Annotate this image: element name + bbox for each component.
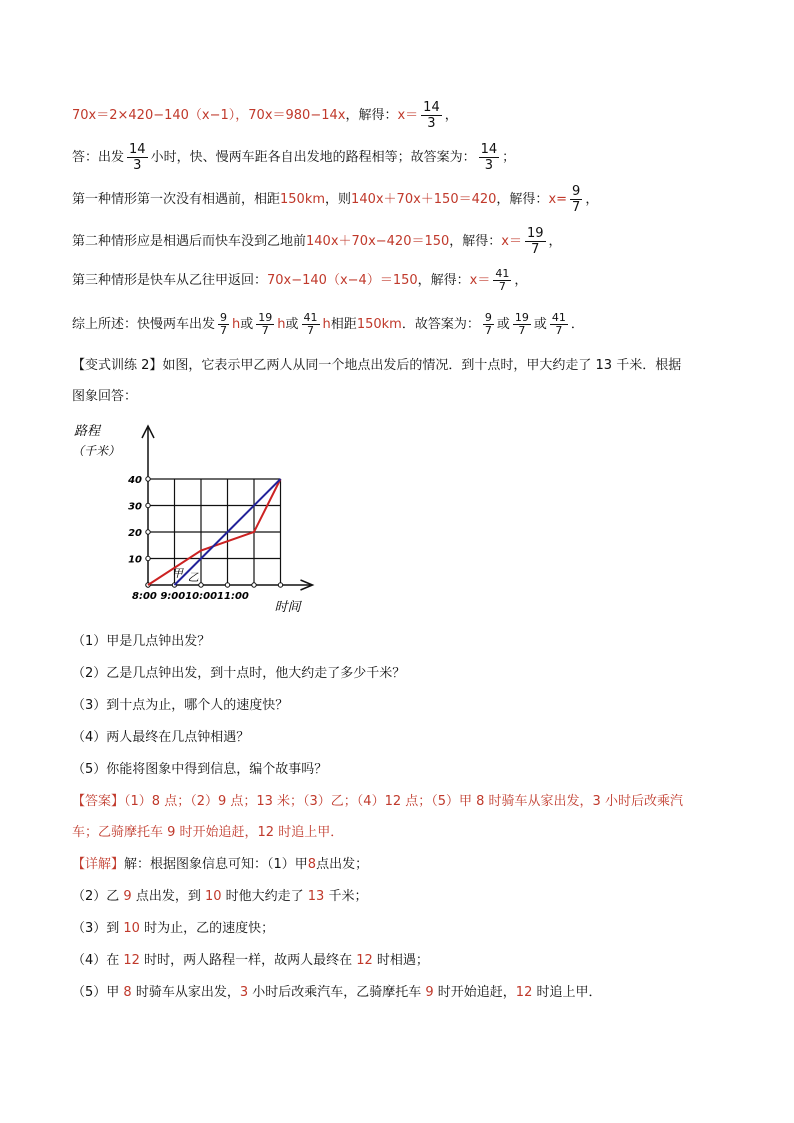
- text: 13: [307, 889, 325, 904]
- series-label-jia: 甲: [171, 567, 183, 581]
- text: 150km: [280, 192, 326, 207]
- y-tick-dot: [146, 503, 150, 507]
- text: ，解得：: [417, 273, 470, 288]
- text: 时时，两人路程一样，故两人最终在: [139, 953, 357, 968]
- text: h: [277, 317, 286, 332]
- text: 或: [533, 317, 547, 332]
- text: 9: [425, 985, 434, 1000]
- text: 12: [123, 953, 140, 968]
- text: 时开始追赶，: [433, 985, 516, 1000]
- detail-label: 【详解】: [72, 857, 125, 872]
- variant-line-2: [72, 388, 137, 406]
- text: 点出发，到: [131, 889, 205, 904]
- text: ；: [502, 150, 516, 165]
- section-label: 【变式训练 2】: [72, 358, 163, 373]
- text: h: [322, 317, 331, 332]
- text: ，: [585, 192, 599, 207]
- y-tick-label: 30: [128, 501, 142, 513]
- y-axis-label: 路程: [74, 424, 101, 439]
- equation: 70x−140（x−4）＝150: [267, 273, 418, 288]
- detail-line-4: [72, 952, 429, 970]
- equation: 140x＋70x＋150＝420: [351, 192, 497, 207]
- solution-line-2: [72, 142, 515, 173]
- text: 小时，快、慢两车距各自出发地的路程相等；故答案为：: [150, 150, 476, 165]
- fraction: $\frac{41}{7}$: [551, 311, 566, 337]
- question-4: （4）两人最终在几点钟相遇？: [72, 730, 250, 745]
- equation: 140x＋70x−420＝150: [306, 234, 450, 249]
- solution-line-1: [72, 100, 458, 131]
- x-axis-label: 时间: [274, 600, 301, 615]
- text: 第一种情形第一次没有相遇前，相距: [72, 192, 281, 207]
- text: （5）甲: [72, 985, 124, 1000]
- fraction: $\frac{19}{7}$: [527, 226, 544, 257]
- distance-time-chart: [70, 418, 330, 618]
- text: ，解得：: [345, 108, 398, 123]
- text: 或: [285, 317, 299, 332]
- detail-line-1: [72, 856, 368, 874]
- question-5: （5）你能将图象中得到信息，编个故事吗？: [72, 762, 328, 777]
- text: x＝: [501, 234, 522, 249]
- text: （3）到: [72, 921, 124, 936]
- question-2: （2）乙是几点钟出发，到十点时，他大约走了多少千米？: [72, 666, 406, 681]
- text: ，: [548, 234, 562, 249]
- text: 或: [496, 317, 510, 332]
- equation: 70x＝2×420−140（x−1），70x＝980−14x: [72, 108, 346, 123]
- text: ，解得：: [449, 234, 502, 249]
- text: 小时后改乘汽车，乙骑摩托车: [248, 985, 426, 1000]
- x-tick-dot: [278, 583, 282, 587]
- text: 时追上甲．: [532, 985, 602, 1000]
- fraction: $\frac{9}{7}$: [572, 184, 581, 215]
- fraction: $\frac{19}{7}$: [514, 311, 529, 337]
- text: 点出发；: [316, 857, 369, 872]
- text: 10: [123, 921, 140, 936]
- solution-line-4: [72, 226, 562, 257]
- text: ，: [514, 273, 528, 288]
- y-axis-unit: （千米）: [72, 444, 121, 458]
- text: x＝: [397, 108, 419, 123]
- fraction: $\frac{9}{7}$: [484, 311, 492, 337]
- fraction: $\frac{19}{7}$: [258, 311, 273, 337]
- text: 千米；: [324, 889, 368, 904]
- text: 12: [515, 985, 533, 1000]
- text: 9: [123, 889, 132, 904]
- y-tick-label: 40: [128, 475, 142, 486]
- text: 时相遇；: [372, 953, 429, 968]
- text: 10: [204, 889, 222, 904]
- text: （2）乙: [72, 889, 124, 904]
- x-tick-dot: [252, 583, 256, 587]
- text: 12: [356, 953, 373, 968]
- x-tick-labels: 8:00 9:0010:0011:00: [132, 591, 249, 602]
- y-tick-label: 10: [128, 554, 142, 566]
- fraction: $\frac{9}{7}$: [220, 311, 228, 337]
- fraction: $\frac{14}{3}$: [129, 142, 146, 173]
- text: ，则: [325, 192, 352, 207]
- y-tick-dot: [146, 477, 150, 481]
- text: 图象回答：: [72, 389, 138, 404]
- text: 综上所述：快慢两车出发: [72, 317, 216, 332]
- text: x＝: [469, 273, 491, 288]
- text: 第二种情形应是相遇后而快车没到乙地前: [72, 234, 307, 249]
- solution-line-5: [72, 268, 527, 293]
- text: 车；乙骑摩托车 9 时开始追赶，12 时追上甲．: [72, 825, 344, 840]
- text: 150km: [356, 317, 402, 332]
- question-1: （1）甲是几点钟出发？: [72, 634, 211, 649]
- text: （4）在: [72, 953, 124, 968]
- text: 8: [307, 857, 317, 872]
- text: 时他大约走了: [221, 889, 308, 904]
- answer-label: 【答案】: [72, 794, 125, 809]
- fraction: $\frac{41}{7}$: [303, 311, 318, 337]
- y-tick-dot: [146, 530, 150, 534]
- detail-line-5: [72, 984, 601, 1002]
- text: ，解得：: [496, 192, 549, 207]
- text: ．: [570, 317, 584, 332]
- answer-line-1: [72, 793, 683, 811]
- text: x=: [548, 192, 568, 207]
- solution-line-6: [72, 312, 584, 337]
- variant-line-1: [72, 357, 681, 375]
- text: 答：出发: [72, 150, 125, 165]
- x-tick-dot: [225, 583, 229, 587]
- y-tick-label: 20: [128, 528, 142, 539]
- text: h: [232, 317, 241, 332]
- text: 如图，它表示甲乙两人从同一个地点出发后的情况．到十点时，甲大约走了 13 千米．根据: [162, 358, 682, 373]
- text: 解：根据图象信息可知：（1）甲: [124, 857, 308, 872]
- text: 时为止，乙的速度快；: [139, 921, 275, 936]
- text: 时骑车从家出发，: [131, 985, 240, 1000]
- fraction: $\frac{14}{3}$: [423, 100, 440, 131]
- solution-line-3: [72, 184, 598, 215]
- x-tick-dot: [199, 583, 203, 587]
- question-3: （3）到十点为止，哪个人的速度快？: [72, 698, 289, 713]
- text: 第三种情形是快车从乙往甲返回：: [72, 273, 268, 288]
- series-label-yi: 乙: [187, 571, 199, 585]
- answer-line-2: [72, 824, 343, 842]
- fraction: $\frac{41}{7}$: [495, 267, 510, 293]
- detail-line-3: [72, 920, 274, 938]
- text: 相距: [330, 317, 357, 332]
- text: 或: [240, 317, 254, 332]
- text: 8: [123, 985, 132, 1000]
- text: 3: [239, 985, 249, 1000]
- text: ．故答案为：: [401, 317, 480, 332]
- text: （1）8 点；（2）9 点；13 米；（3）乙；（4）12 点；（5）甲 8 时骑车从家出发，3 小时后改乘汽: [124, 794, 683, 809]
- y-tick-dot: [146, 556, 150, 560]
- fraction: $\frac{14}{3}$: [480, 142, 498, 173]
- detail-line-2: [72, 888, 367, 906]
- text: ，: [444, 108, 458, 123]
